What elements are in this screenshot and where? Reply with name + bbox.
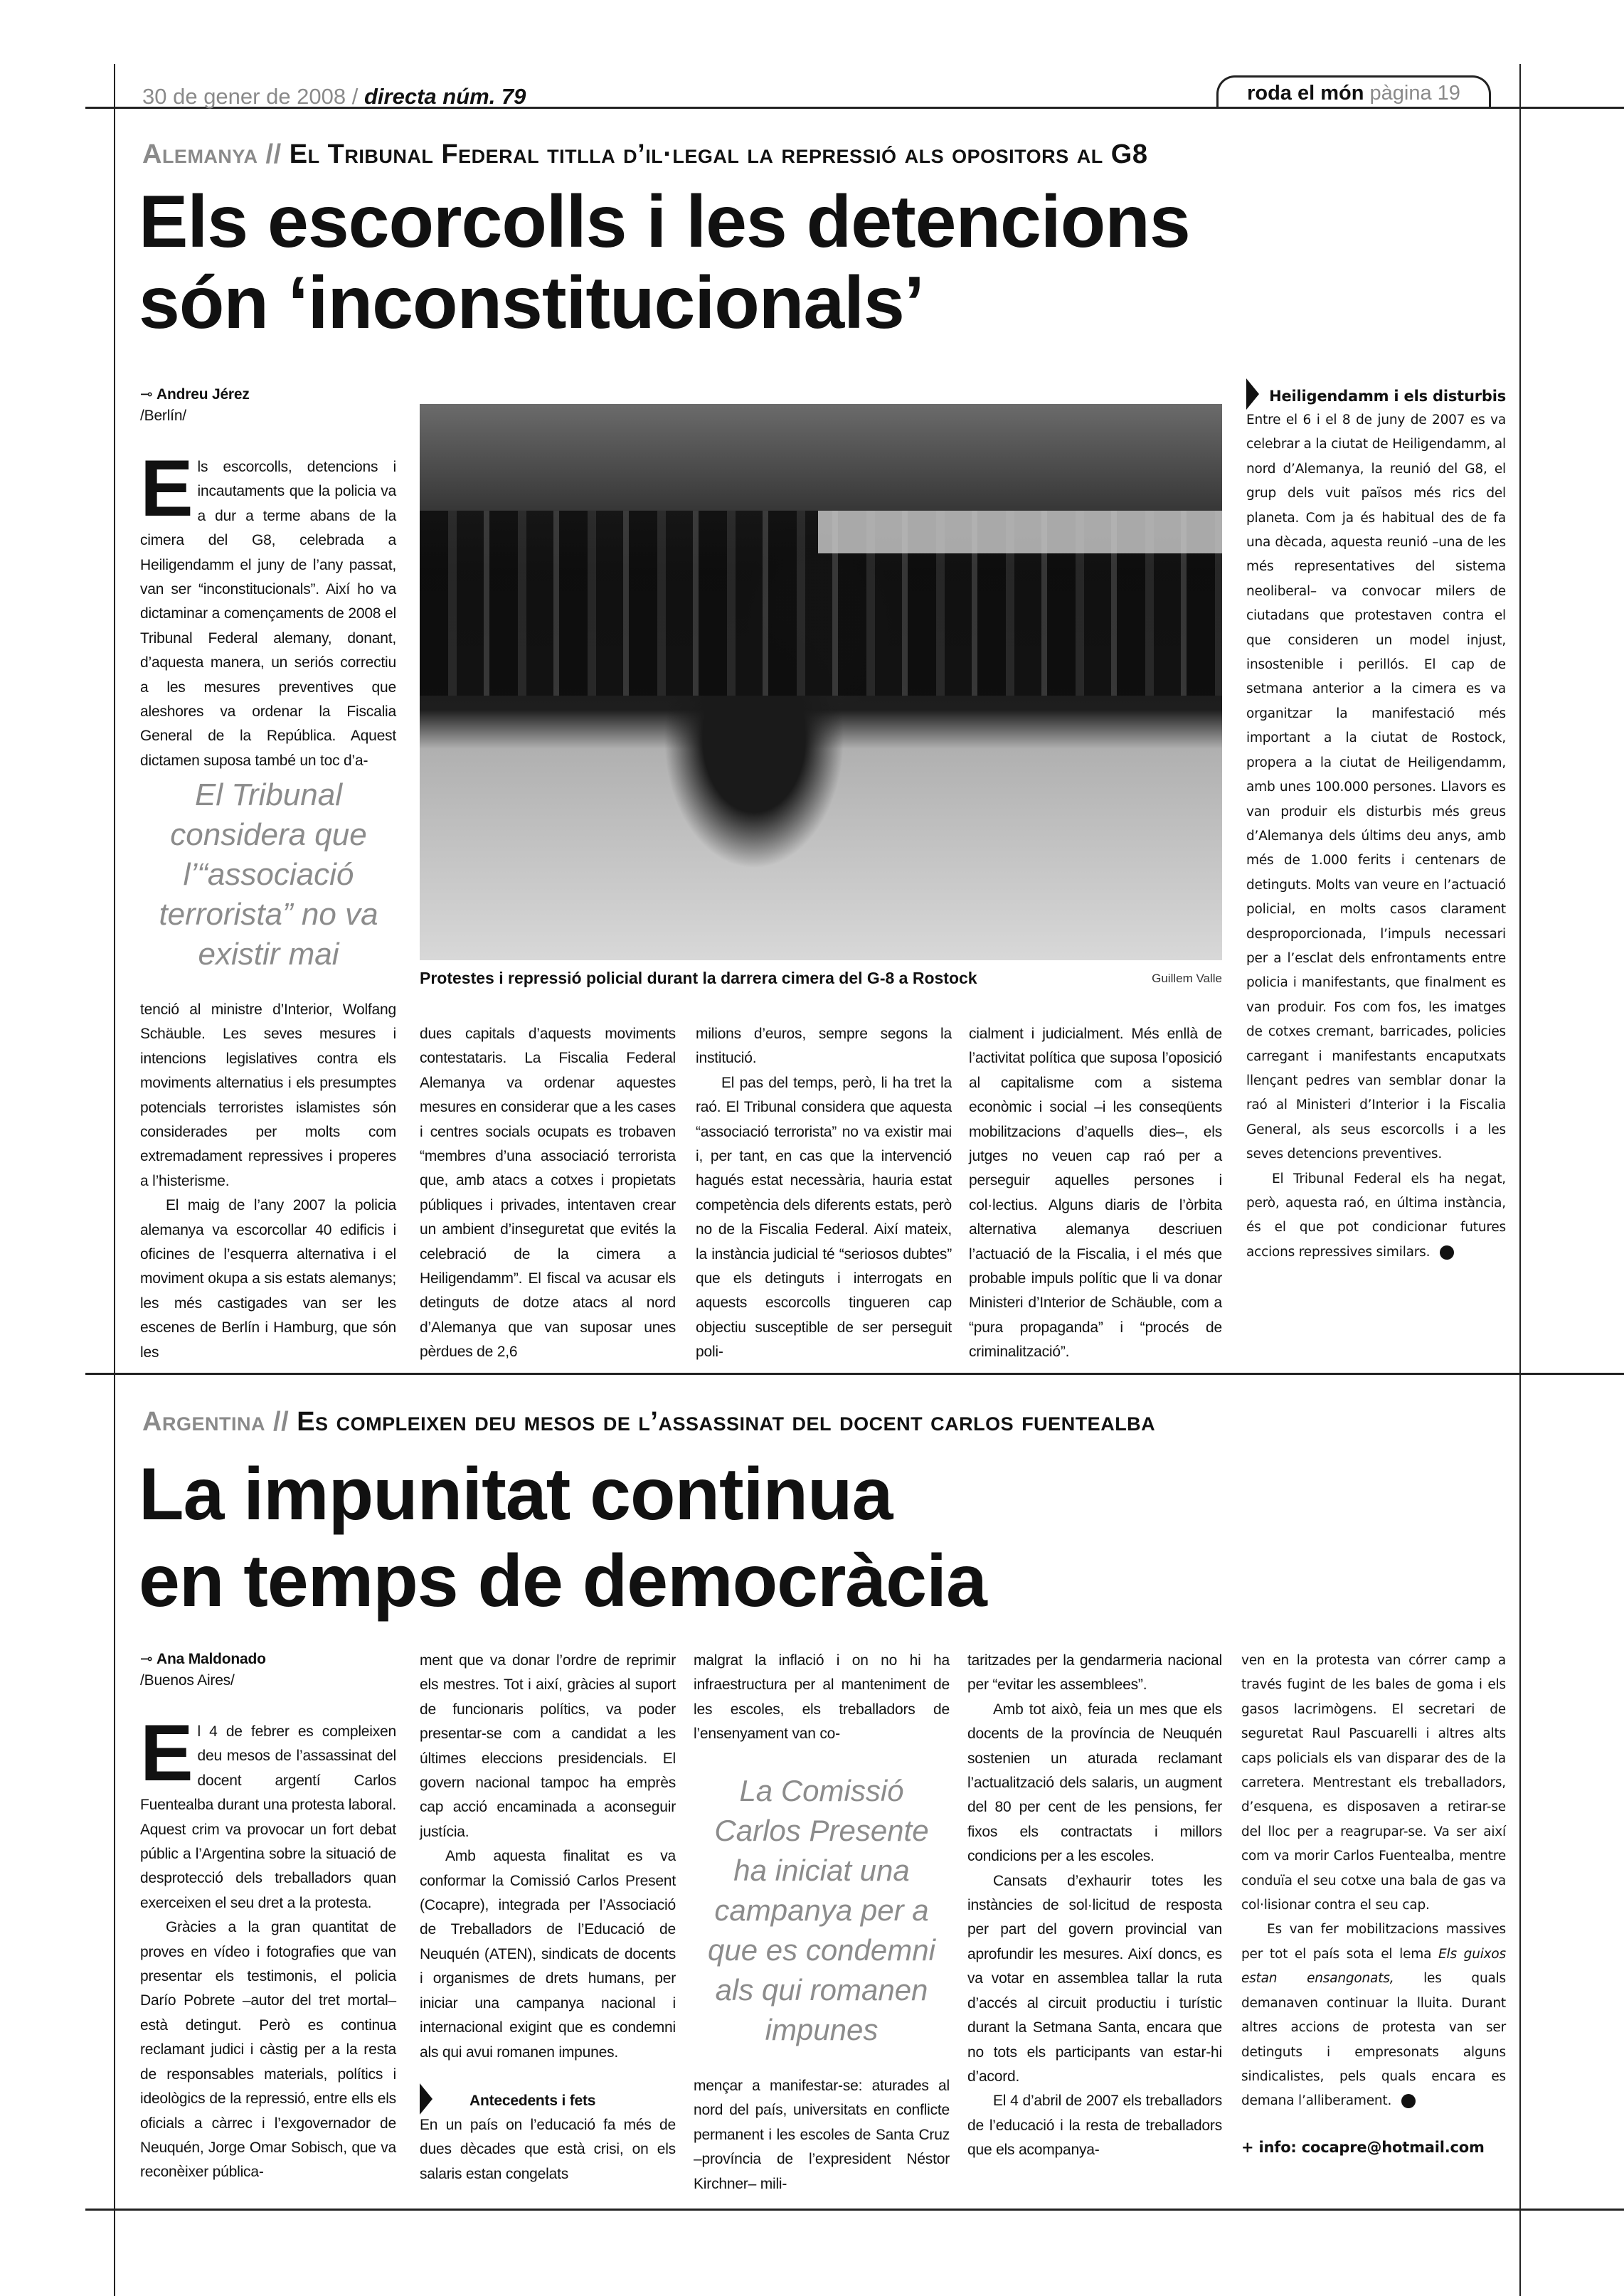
article2-kicker [142,1407,1155,1437]
byline [140,384,396,427]
kicker-text: Es compleixen deu mesos de l’assassinat del docent carlos fuentealba [297,1407,1156,1437]
kicker-separator: // [273,1407,290,1437]
article2-headline [139,1451,987,1625]
photo-banner [818,511,1222,553]
article2-column-3-top [694,1649,950,1747]
end-mark-icon: dl [1401,2094,1416,2108]
lead-text: l 4 de febrer es compleixen deu mesos de l’assassinat del docent argentí Carlos Fuentealba durant una protesta laboral. Aquest crim va provocar un fort debat públic a l’Argentina sobre la situació de desprotecció dels treballadors quan exerceixen el seu dret a la protesta. [140,1723,396,1911]
page-number: pàgina 19 [1369,82,1460,105]
byline [140,1649,396,1691]
info-contact-link[interactable]: + info: cocapre@hotmail.com [1241,2138,1485,2156]
photo-caption: Protestes i repressió policial durant la darrera cimera del G-8 a Rostock [420,969,977,987]
article1-column-4 [969,1022,1222,1365]
photo-credit: Guillem Valle [1152,972,1222,985]
article-divider [85,1373,1624,1375]
headline-line: Els escorcolls i les detencions [139,181,1190,263]
triangle-marker-icon [1246,378,1259,410]
frame-right-rule [1519,64,1521,2296]
lead-text: ls escorcolls, detencions i incautaments que la policia va a dur a terme abans de la cimera del G8, celebrada a Heiligendamm el juny de l’any passat, van ser “inconstitucionals”. Així ho va dictaminar a començaments de 2008 el Tribunal Federal alemany, donant, d’aquesta manera, un seriós correctiu a les mesures preventives que aleshores va ordenar la Fiscalia General de la República. Aquest dictamen suposa també un toc d’a- [140,459,396,769]
article2-column-3-bottom [694,2074,950,2196]
article2-column-2 [420,1649,676,2186]
body-paragraph: milions d’euros, sempre segons la institució. [696,1026,952,1067]
body-paragraph: dues capitals d’aquests moviments contestataris. La Fiscalia Federal Alemanya va ordenar aquestes mesures en considerar que a les cases i centres socials ocupats es trobaven “membres d’una associació terrorista que, amb atacs a cotxes i propietats públiques i privades, intentaven crear un ambient d’inseguretat que evités la celebració de la cimera a Heiligendamm”. El fiscal va acusar els detinguts de dotze atacs al nord d’Alemanya que van suposar unes pèrdues de 2,6 [420,1026,676,1361]
article1-column-2 [420,1022,676,1365]
lead-paragraph [140,444,396,773]
pull-quote: El Tribunal considera que l’“associació terrorista” no va existir mai [159,777,378,972]
article1-column-1-bottom [140,998,396,1365]
body-paragraph: Amb aquesta finalitat es va conformar la Comissió Carlos Present (Cocapre), integrada per l’Associació de Treballadors de l’Educació de Neuquén (ATEN), sindicats de docents i organismes de drets humans, per iniciar una campanya nacional i internacional exigint que es condemni als qui avui romanen impunes. [420,1848,676,2061]
body-paragraph [1241,1918,1506,2113]
drop-cap: E [140,1708,193,1797]
pull-quote: La Comissió Carlos Presente ha iniciat una campanya per a que es condemni als qui romanen impunes [708,1774,935,2046]
body-paragraph: ven en la protesta van córrer camp a través fugint de les bales de goma i els gasos lacrimògens. El secretari de seguretat Raul Pascuarelli i altres alts caps policials els van disparar des de la carretera. Mentrestant els treballadors, d’esquena, es disposaven a retirar-se del lloc per a reagrupar-se. Va ser així com va morir Carlos Fuentealba, mentre conduïa el seu cotxe una bala de gas va col·lisionar contra el seu cap. [1241,1653,1506,1913]
body-paragraph: tenció al ministre d’Interior, Wolfang Schäuble. Les seves mesures i intencions legislatives contra els moviments alternatius i els presumptes potencials terroristes islamistes són considerades per molts com extremadament repressives i properes a l’histerisme. [140,1001,396,1189]
article1-column-1-top [140,384,396,773]
body-paragraph: El maig de l’any 2007 la policia alemanya va escorcollar 40 edificis i oficines de l’esquerra alternativa i el moviment okupa a sis estats alemanys; les més castigades van ser les escenes de Berlín i Hamburg, que són les [140,1197,396,1361]
body-paragraph: En un país on l’educació fa més de dues dècades que està crisi, on els salaris estan congelats [420,2116,676,2182]
drop-cap: E [140,444,193,533]
body-paragraph: Gràcies a la gran quantitat de proves en vídeo i fotografies que van presentar els testimonis, el policia Darío Pobrete –autor del tret mortal– està detingut. Però es continua reclamant judici i càstig per a la resta de responsables materials, polítics i ideològics de la repressió, entre ells els oficials a càrrec i l’exgovernador de Neuquén, Jorge Omar Sobisch, que va reconèixer pública- [140,1919,396,2181]
article1-column-3 [696,1022,952,1365]
article1-headline [139,181,1190,344]
article2-column-1 [140,1649,396,2185]
body-paragraph: Amb tot això, feia un mes que els docents de la província de Neuquén sostenien un aturada reclamant l’actualització dels salaris, un augment del 80 per cent de les pensions, fer fixos els contractats i millors condicions per a les escoles. [967,1701,1222,1865]
footer-rule [85,2209,1624,2211]
sidebar-paragraph: Entre el 6 i el 8 de juny de 2007 es va celebrar a la ciutat de Heiligendamm, al nord d’Alemanya, la reunió del G8, el grup dels vuit països més rics del planeta. Com ja és habitual des de fa una dècada, aquesta reunió –una de les més representatives del sistema neoliberal– va convocar milers de ciutadans que protestaven contra el que consideren un model injust, insostenible i perillós. El cap de setmana anterior a la cimera es va organitzar la manifestació més important a la ciutat de Rostock, propera a la ciutat de Heiligendamm, amb unes 100.000 persones. Llavors es van produir els disturbis més greus d’Alemanya dels últims deu anys, amb més de 1.000 ferits i centenars de detinguts. Molts van veure en l’actuació policial, en molts casos clarament desproporcionada, l’impuls necessari per a l’esclat dels enfrontaments entre policia i manifestants, que finalment es van produir. Fos com fos, les imatges de cotxes cremant, barricades, policies carregant i manifestants encaputxats llençant pedres van semblar donar la raó al Ministeri d’Interior i la Fiscalia General, als seus escorcolls i a les seves detencions preventives. [1246,413,1506,1162]
slogan-italic: Els guixos estan ensangonats, [1241,1946,1506,1987]
headline-line: en temps de democràcia [139,1540,987,1622]
body-paragraph: malgrat la inflació i on no hi ha infraestructura per al manteniment de les escoles, els treballadors de l’ensenyament van co- [694,1652,950,1743]
lead-paragraph [140,1708,396,1915]
sidebar-heading [1246,384,1506,408]
kicker-separator: // [265,139,282,169]
body-paragraph: mençar a manifestar-se: aturades al nord del país, universitats en conflicte permanent i les escoles de Santa Cruz –província de l’expresident Néstor Kirchner– mili- [694,2078,950,2192]
end-mark-icon: dl [1440,1245,1454,1260]
issue-date: 30 de gener de 2008 / [142,84,359,109]
triangle-marker-icon [420,2083,432,2115]
body-paragraph: Cansats d’exhaurir totes les instàncies de sol·licitud de resposta per part del govern provincial van aprofundir les mesures. Així doncs, es va votar en assemblea tallar la ruta d’accés al circuit productiu i turístic durant la Setmana Santa, encara que no tots els participants van estar-hi d’acord. [967,1872,1222,2085]
author-name: Andreu Jérez [156,386,250,403]
news-photo [420,404,1222,960]
subheading-text: Antecedents i fets [469,2092,596,2109]
kicker-country: Argentina [142,1407,265,1437]
sidebar-paragraph: El Tribunal Federal els ha negat, però, aquesta raó, en última instància, és el que pot condicionar futures accions repressives similars. [1246,1171,1506,1260]
article1-kicker [142,139,1147,170]
page-header [142,84,526,110]
headline-line: La impunitat continua [139,1453,893,1536]
body-paragraph: cialment i judicialment. Més enllà de l’activitat política que suposa l’oposició al capitalisme com a sistema econòmic i social –i les conseqüents mobilitzacions d’aquells dies–, els jutges no veuen cap raó per a perseguir aquelles persones i col·lectius. Alguns diaris de l’òrbita alternativa alemanya descriuen l’actuació de la Fiscalia, i el més que probable impuls polític que li va donar Ministeri d’Interior de Schäuble, com a “pura propaganda” i “procés de criminalització”. [969,1026,1222,1361]
article2-column-5 [1241,1649,1506,2159]
sidebar-box [1246,384,1506,1265]
frame-left-rule [114,64,115,2296]
section-tab [1216,75,1491,109]
body-paragraph: ment que va donar l’ordre de reprimir els mestres. Tot i així, gràcies al suport de funcionaris polítics, va poder presentar-se com a candidat a les últimes eleccions presidencials. El govern nacional tampoc ha emprès cap acció encaminada a aconseguir justícia. [420,1652,676,1840]
section-name: roda el món [1247,82,1364,105]
headline-line: són ‘inconstitucionals’ [139,262,924,344]
kicker-country: Alemanya [142,139,258,169]
subheading [420,2089,676,2113]
author-arrow-icon: ⊸ [140,386,157,403]
article2-column-4 [967,1649,1222,2163]
body-paragraph: El pas del temps, però, li ha tret la raó. El Tribunal considera que aquesta “associació terrorista” no va existir mai i, per tant, en cas que la intervenció hagués estat necessària, hauria estat competència dels diferents estats, però no de la Fiscalia Federal. Així mateix, la instància judicial té “seriosos dubtes” que els detinguts i interrogats en aquests escorcolls tingueren cap objectiu susceptible de ser perseguit poli- [696,1074,952,1361]
publication-issue: directa núm. 79 [364,84,526,109]
body-paragraph: El 4 d’abril de 2007 els treballadors de l’educació i la resta de treballadors que els acompanya- [967,2093,1222,2159]
paragraph-text: Es van fer mobilitzacions massives per tot el país sota el lema [1241,1922,1506,1962]
author-arrow-icon: ⊸ [140,1651,157,1667]
kicker-text: El Tribunal Federal titlla d’il·legal la repressió als opositors al G8 [289,139,1148,169]
dateline-location: /Berlín/ [140,408,186,424]
dateline-location: /Buenos Aires/ [140,1672,235,1689]
body-paragraph: taritzades per la gendarmeria nacional per “evitar les assemblees”. [967,1652,1222,1694]
author-name: Ana Maldonado [156,1651,266,1667]
sidebar-title: Heiligendamm i els disturbis [1269,388,1506,405]
paragraph-text: les quals demanaven continuar la lluita. Durant altres accions de protesta van ser detinguts i empresonats alguns sindicalistes, pels quals encara es demana l’alliberament. [1241,1971,1506,2109]
